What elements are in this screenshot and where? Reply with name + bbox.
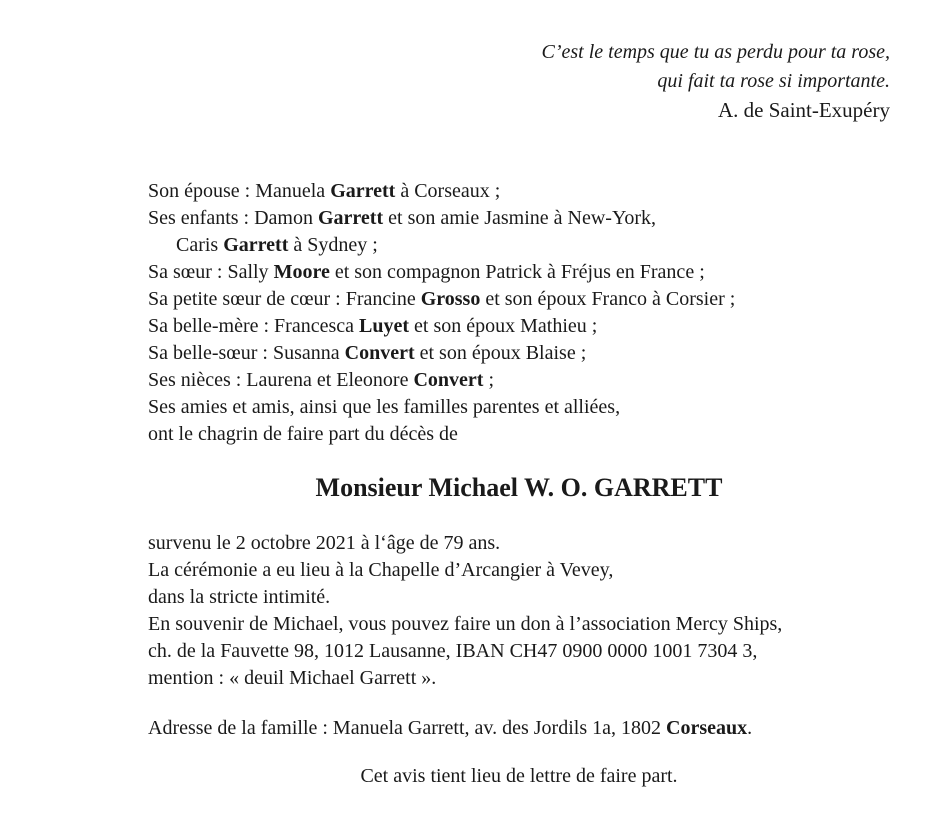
family-line	[148, 394, 890, 421]
text-segment: et son époux Blaise ;	[414, 342, 587, 364]
deceased-name-title: Monsieur Michael W. O. GARRETT	[315, 473, 723, 502]
text-segment: Sa sœur : Sally	[148, 261, 274, 283]
family-line	[148, 313, 890, 340]
text-segment: mention : « deuil Michael Garrett ».	[148, 667, 437, 689]
text-segment: Sa belle-mère : Francesca	[148, 315, 360, 337]
text-segment: Ses nièces : Laurena et Eleonore	[148, 369, 414, 391]
family-line	[148, 421, 890, 448]
surname-bold: Luyet	[359, 315, 410, 337]
text-segment: Sa belle-sœur : Susanna	[148, 342, 345, 364]
text-segment: dans la stricte intimité.	[148, 586, 331, 608]
text-segment: survenu le 2 octobre 2021 à l‘âge de 79 ans.	[148, 532, 501, 554]
closing-statement: Cet avis tient lieu de lettre de faire part.	[360, 765, 678, 787]
surname-bold: Garrett	[330, 180, 396, 202]
family-line	[148, 340, 890, 367]
ceremony-details	[148, 530, 890, 692]
text-segment: Ses amies et amis, ainsi que les familles parentes et alliées,	[148, 396, 621, 418]
family-list	[148, 178, 890, 448]
family-line	[148, 367, 890, 394]
detail-line	[148, 557, 890, 584]
family-line	[148, 286, 890, 313]
text-segment: Caris	[176, 234, 224, 256]
text-segment: et son amie Jasmine à New-York,	[383, 207, 657, 229]
text-segment: et son compagnon Patrick à Fréjus en France ;	[329, 261, 705, 283]
text-segment: La cérémonie a eu lieu à la Chapelle d’Arcangier à Vevey,	[148, 559, 614, 581]
content-area	[148, 178, 890, 790]
detail-line	[148, 611, 890, 638]
text-segment: .	[747, 717, 753, 739]
surname-bold: Garrett	[223, 234, 289, 256]
detail-line	[148, 665, 890, 692]
family-line	[148, 259, 890, 286]
text-segment: Son épouse : Manuela	[148, 180, 331, 202]
quote-block	[0, 0, 890, 125]
quote-attribution: A. de Saint-Exupéry	[717, 98, 890, 122]
text-segment: à Sydney ;	[288, 234, 378, 256]
text-segment: ;	[483, 369, 494, 391]
text-segment: En souvenir de Michael, vous pouvez faire un don à l’association Mercy Ships,	[148, 613, 783, 635]
quote-line-2: qui fait ta rose si importante.	[657, 70, 890, 92]
text-segment: Ses enfants : Damon	[148, 207, 318, 229]
surname-bold: Grosso	[420, 288, 481, 310]
text-segment: à Corseaux ;	[395, 180, 501, 202]
text-segment: ch. de la Fauvette 98, 1012 Lausanne, IBAN CH47 0900 0000 1001 7304 3,	[148, 640, 758, 662]
family-line	[148, 205, 890, 232]
quote-line-1: C’est le temps que tu as perdu pour ta rose,	[541, 41, 890, 63]
family-line	[148, 232, 890, 259]
detail-line	[148, 584, 890, 611]
text-segment: Adresse de la famille : Manuela Garrett, av. des Jordils 1a, 1802	[148, 717, 666, 739]
detail-line	[148, 638, 890, 665]
detail-line	[148, 530, 890, 557]
text-segment: et son époux Mathieu ;	[409, 315, 598, 337]
surname-bold: Garrett	[317, 207, 384, 229]
family-line	[148, 178, 890, 205]
surname-bold: Convert	[413, 369, 484, 391]
text-segment: Sa petite sœur de cœur : Francine	[148, 288, 421, 310]
surname-bold: Moore	[273, 261, 330, 283]
family-address	[148, 715, 890, 742]
surname-bold: Corseaux	[666, 717, 748, 739]
text-segment: ont le chagrin de faire part du décès de	[148, 423, 458, 445]
address-line	[148, 715, 890, 742]
surname-bold: Convert	[344, 342, 415, 364]
text-segment: et son époux Franco à Corsier ;	[480, 288, 736, 310]
